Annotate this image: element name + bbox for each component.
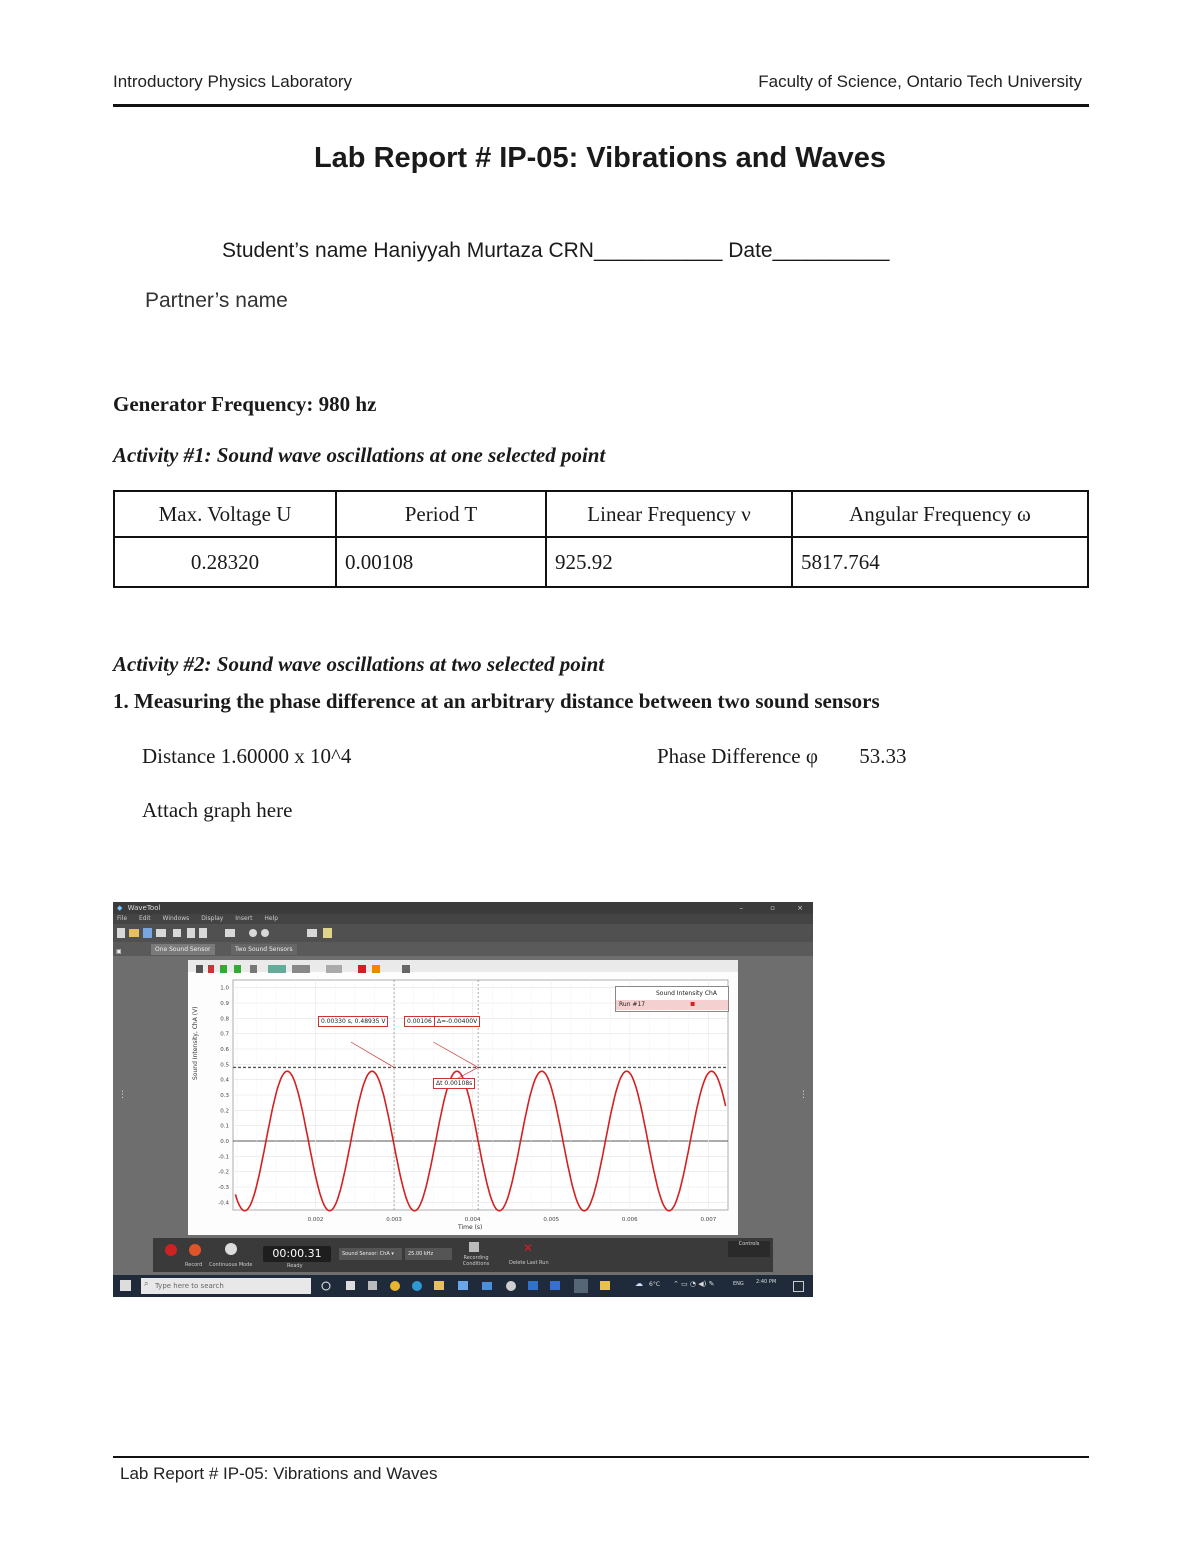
right-panel-handle[interactable]: ⋮ [799,1090,808,1100]
y-tick-label: -0.1 [218,1154,229,1161]
annotation-delta-t-short[interactable]: 0.00106 [404,1016,435,1027]
phase-value: 53.33 [859,744,907,768]
app-menubar [113,914,813,924]
rate-select[interactable]: 25.00 kHz [405,1248,452,1260]
tab-two-sound-sensors[interactable]: Two Sound Sensors [231,944,297,955]
distance-line: Distance 1.60000 x 10^4 [142,744,352,768]
partner-line: Partner’s name [145,289,288,312]
legend-run: Run #17 [619,1001,646,1008]
menu-insert[interactable]: Insert [235,915,253,922]
activity1-table [113,490,1089,588]
y-tick-label: 0.2 [220,1108,229,1115]
cortana-icon[interactable] [322,1282,330,1290]
close-icon[interactable]: × [797,904,803,912]
legend [615,986,729,1012]
tool-icon[interactable] [173,929,181,937]
print-icon[interactable] [156,929,166,937]
file-explorer-icon[interactable] [434,1281,444,1290]
search-icon: ⌕ [144,1279,149,1288]
x-tick-label: 0.003 [386,1217,402,1223]
word-icon[interactable] [550,1281,560,1290]
cell-max-voltage: 0.28320 [114,537,336,587]
menu-help[interactable]: Help [264,915,279,922]
record-button[interactable] [189,1244,201,1256]
legend-title: Sound Intensity ChA [656,990,717,997]
y-tick-label: -0.3 [218,1185,229,1191]
phase-difference [657,744,907,769]
annotation-delta-t[interactable]: Δt 0.00108s [433,1078,475,1089]
cell-angular-frequency: 5817.764 [792,537,1088,587]
y-tick-label: 0.9 [220,1001,229,1007]
elapsed-timer: 00:00.31 [263,1246,331,1262]
taskbar [113,1275,813,1297]
delete-run-icon[interactable]: ✕ [523,1241,534,1255]
sensor-select[interactable]: Sound Sensor: ChA ▾ [339,1248,402,1260]
student-line: Student’s name Haniyyah Murtaza CRN___________ Date__________ [222,239,890,262]
header-rule [113,104,1089,107]
y-tick-label: 1.0 [220,985,229,992]
app-gear-icon[interactable] [506,1281,516,1291]
y-tick-label: -0.2 [218,1169,229,1176]
y-tick-label: 0.6 [220,1047,229,1053]
ready-label: Ready [287,1263,303,1269]
y-tick-label: 0.1 [220,1123,229,1130]
y-tick-label: -0.4 [218,1200,229,1207]
wavetool-task-icon[interactable] [574,1279,588,1293]
report-title: Lab Report # IP-05: Vibrations and Waves [313,142,887,174]
mode-gear-icon[interactable] [225,1243,237,1255]
chrome-icon[interactable] [390,1281,400,1291]
open-folder-icon[interactable] [129,929,139,937]
y-tick-label: 0.7 [220,1031,229,1038]
header-course: Introductory Physics Laboratory [113,72,353,91]
mode-label: Continuous Mode [209,1262,253,1268]
app-title: WaveTool [127,904,161,912]
record-label: Record [185,1262,203,1268]
maximize-icon[interactable]: ▫ [770,904,775,912]
y-tick-label: 0.3 [220,1093,229,1099]
x-axis-label: Time (s) [458,1224,483,1231]
undo-icon[interactable] [249,929,257,937]
y-axis-label: Sound Intensity, ChA (V) [192,1006,199,1080]
notification-icon[interactable] [793,1281,804,1292]
y-tick-label: 0.8 [220,1016,229,1023]
header-faculty: Faculty of Science, Ontario Tech University [758,72,1082,91]
tab-one-sound-sensor[interactable]: One Sound Sensor [151,944,215,955]
store-icon[interactable] [458,1281,468,1290]
recording-conditions-label: Recording Conditions [462,1255,490,1267]
footer-rule [113,1456,1089,1458]
col-angular-frequency: Angular Frequency ω [792,491,1088,537]
redo-icon[interactable] [261,929,269,937]
col-linear-frequency: Linear Frequency ν [546,491,792,537]
screen-icon[interactable] [225,929,235,937]
y-tick-label: 0.4 [220,1077,229,1084]
paste-icon[interactable] [199,928,207,938]
taskbar-search[interactable]: Type here to search [141,1278,311,1294]
app-tabs [113,942,813,956]
menu-file[interactable]: File [117,915,128,922]
table-row [114,537,1088,587]
attach-graph-label: Attach graph here [142,798,293,822]
plot-toolbar [188,960,738,972]
col-max-voltage: Max. Voltage U [114,491,336,537]
record-icon[interactable] [165,1244,177,1256]
windows-start-icon[interactable] [120,1280,131,1291]
save-icon[interactable] [143,928,152,938]
embedded-screenshot [113,902,813,1297]
col-period: Period T [336,491,546,537]
settings-gear-icon[interactable] [368,1281,377,1290]
cell-period: 0.00108 [336,537,546,587]
recording-conditions-icon[interactable] [469,1242,479,1252]
legend-marker-icon: ▪ [690,999,696,1008]
minimize-icon[interactable]: – [739,904,743,912]
app-titlebar [113,902,813,914]
tray-language[interactable]: ENG [733,1281,744,1287]
menu-display[interactable]: Display [201,915,224,922]
x-tick-label: 0.007 [700,1217,717,1223]
copy-icon[interactable] [187,928,195,938]
delete-run-label: Delete Last Run [509,1260,549,1266]
task-view-icon[interactable] [346,1281,355,1290]
x-tick-label: 0.002 [307,1217,324,1223]
activity1-heading: Activity #1: Sound wave oscillations at one selected point [113,443,606,467]
tray-icons[interactable]: ⌃ ▭ ◔ ◀) ✎ [673,1280,715,1288]
y-tick-label: 0.0 [220,1139,229,1145]
footer-text: Lab Report # IP-05: Vibrations and Waves [120,1464,438,1483]
control-bar [153,1238,773,1272]
annotation-point[interactable]: 0.00330 s, 0.48935 V [318,1016,388,1027]
activity2-heading: Activity #2: Sound wave oscillations at two selected point [113,652,605,676]
table-header-row [114,491,1088,537]
new-file-icon[interactable] [117,928,125,938]
camera-icon[interactable] [307,929,317,937]
y-tick-label: 0.5 [220,1062,229,1069]
x-tick-label: 0.004 [464,1217,481,1223]
mail-icon[interactable] [482,1282,492,1290]
cell-linear-frequency: 925.92 [546,537,792,587]
outlook-icon[interactable] [528,1281,538,1290]
app-toolbar [113,924,813,942]
tray-temperature: 6°C [649,1281,661,1288]
activity2-item1: 1. Measuring the phase difference at an arbitrary distance between two sound sensors [113,689,880,713]
plot-panel [188,960,738,1235]
annotation-delta-v[interactable]: Δ=-0.00400V [434,1016,480,1027]
x-tick-label: 0.006 [621,1217,638,1223]
menu-windows[interactable]: Windows [162,915,190,922]
page-icon: ▣ [116,948,122,955]
weather-icon[interactable]: ☁ [635,1279,643,1288]
edge-icon[interactable] [412,1281,422,1291]
menu-edit[interactable]: Edit [138,915,151,922]
phase-label: Phase Difference φ [657,744,818,768]
tray-clock[interactable]: 2:40 PM [756,1279,777,1285]
app-logo-icon: ◆ [117,904,123,912]
left-panel-handle[interactable]: ⋮ [118,1090,127,1100]
generator-frequency: Generator Frequency: 980 hz [113,392,377,416]
x-tick-label: 0.005 [543,1217,560,1223]
pen-icon[interactable] [600,1281,610,1290]
controls-panel[interactable]: Controls [728,1241,770,1257]
notes-icon[interactable] [323,928,332,938]
